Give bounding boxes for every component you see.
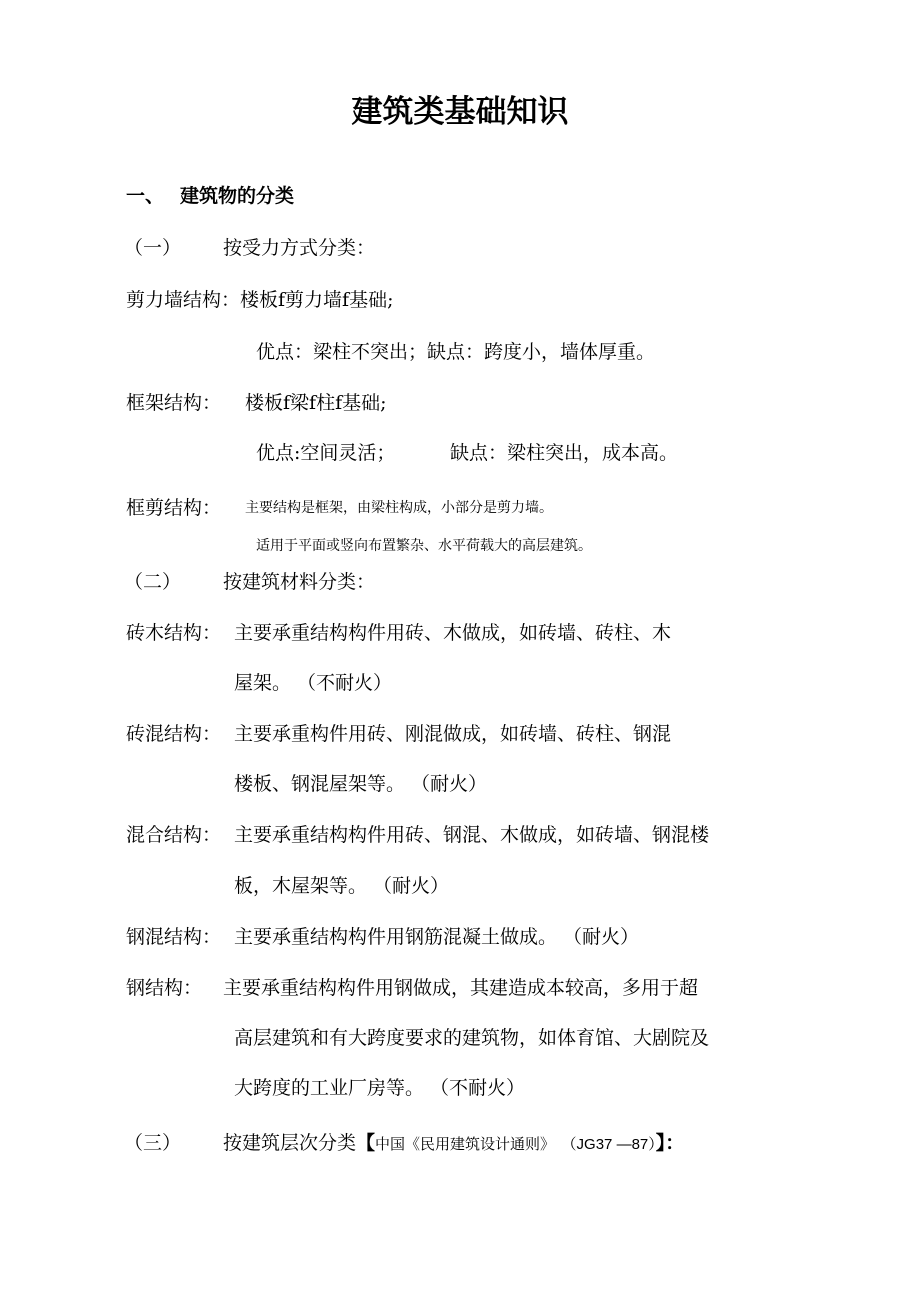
- subsection-heading: 按建筑层次分类: [223, 1132, 357, 1154]
- reference-code: （JG37 —87）: [569, 1136, 656, 1153]
- subsection-number: （三）: [124, 1132, 182, 1154]
- subsection-heading: 按受力方式分类：: [223, 237, 376, 259]
- mixed-structure-line1: 主要承重结构构件用砖、钢混、木做成，如砖墙、钢混楼: [234, 824, 710, 846]
- subsection-heading: 按建筑材料分类：: [223, 571, 376, 593]
- mixed-structure-label: 混合结构：: [126, 824, 222, 846]
- subsection-number: （一）: [124, 237, 182, 259]
- bracket-close: 】：: [655, 1132, 685, 1154]
- frame-shear-line1: 主要结构是框架，由梁柱构成，小部分是剪力墙。: [245, 500, 553, 516]
- frame-line2-disadvantage: 缺点：梁柱突出，成本高。: [450, 442, 679, 464]
- brick-wood-label: 砖木结构：: [126, 622, 222, 644]
- brick-wood-line1: 主要承重结构构件用砖、木做成，如砖墙、砖柱、木: [234, 622, 672, 644]
- brick-concrete-line2: 楼板、钢混屋架等。 （耐火）: [234, 773, 488, 795]
- subsection-heading-row: [223, 1130, 684, 1158]
- rc-structure-label: 钢混结构：: [126, 926, 222, 948]
- steel-structure-line2: 高层建筑和有大跨度要求的建筑物，如体育馆、大剧院及: [234, 1027, 710, 1049]
- frame-label: 框架结构：: [126, 392, 222, 414]
- subsection-number: （二）: [124, 571, 182, 593]
- brick-concrete-label: 砖混结构：: [126, 723, 222, 745]
- section-heading: 建筑物的分类: [180, 185, 295, 207]
- shear-wall-line2: 优点：梁柱不突出；缺点：跨度小，墙体厚重。: [256, 341, 656, 363]
- document-title: 建筑类基础知识: [351, 94, 569, 130]
- brick-concrete-line1: 主要承重构件用砖、刚混做成，如砖墙、砖柱、钢混: [234, 723, 672, 745]
- reference-title: 中国《民用建筑设计通则》: [375, 1135, 556, 1153]
- bracket-open: 【: [356, 1132, 376, 1154]
- frame-shear-label: 框剪结构：: [126, 497, 222, 519]
- shear-wall-label: 剪力墙结构：: [126, 289, 241, 311]
- brick-wood-line2: 屋架。 （不耐火）: [234, 672, 393, 694]
- section-number: 一、: [126, 185, 165, 207]
- frame-line1: 楼板f梁f柱f基础;: [245, 392, 387, 414]
- steel-structure-line3: 大跨度的工业厂房等。 （不耐火）: [234, 1077, 526, 1099]
- steel-structure-label: 钢结构：: [126, 977, 203, 999]
- frame-shear-line2: 适用于平面或竖向布置繁杂、水平荷载大的高层建筑。: [256, 538, 592, 554]
- frame-line2-advantage: 优点:空间灵活；: [256, 442, 396, 464]
- shear-wall-line1: 楼板f剪力墙f基础;: [240, 289, 394, 311]
- steel-structure-line1: 主要承重结构构件用钢做成，其建造成本较高，多用于超: [223, 977, 699, 999]
- rc-structure-line1: 主要承重结构构件用钢筋混凝土做成。 （耐火）: [234, 926, 640, 948]
- mixed-structure-line2: 板，木屋架等。 （耐火）: [234, 875, 450, 897]
